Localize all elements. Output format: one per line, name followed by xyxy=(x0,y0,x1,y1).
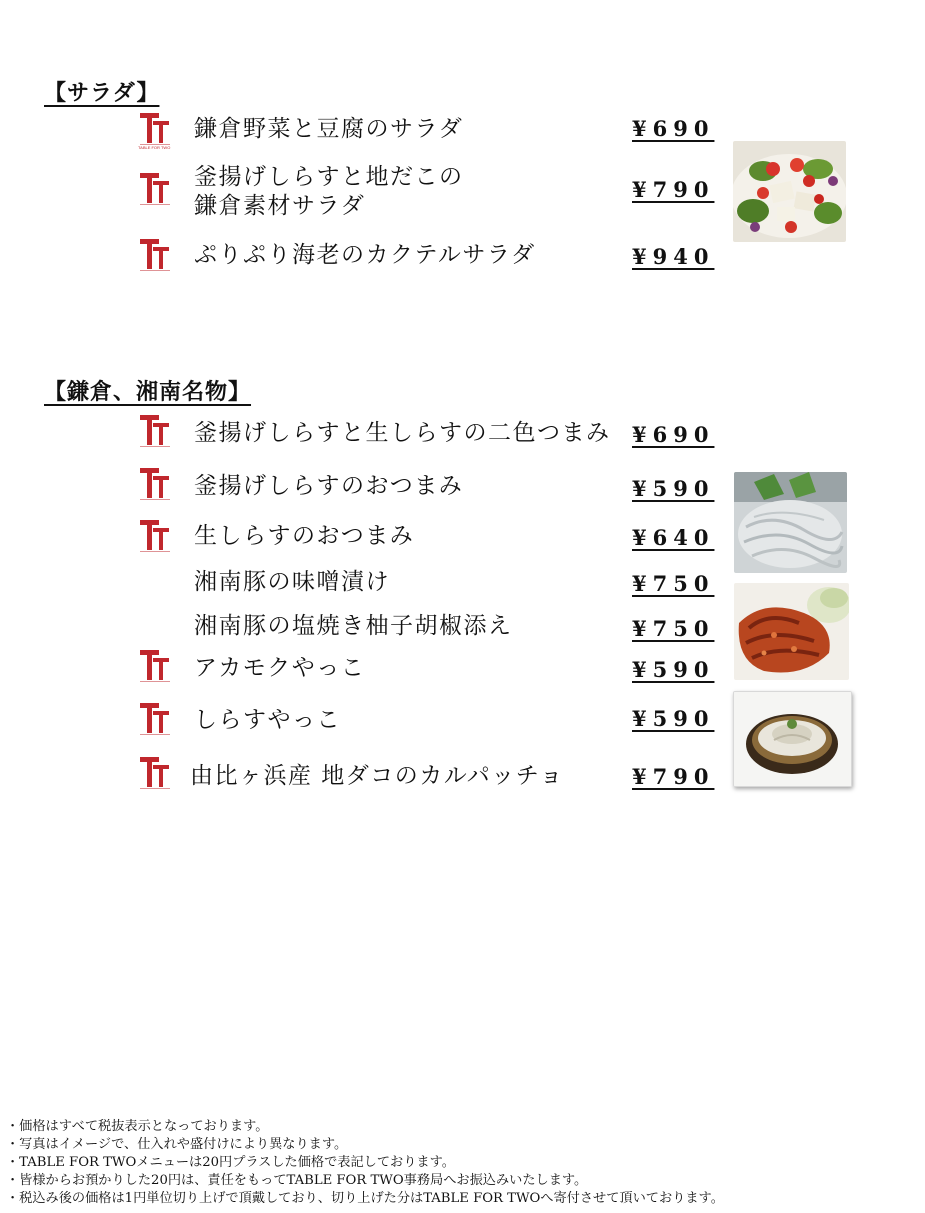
section-title-kamakura-shonan: 【鎌倉、湘南名物】 xyxy=(44,379,252,405)
menu-item-price: ¥590 xyxy=(632,476,715,501)
menu-item-name: ぷりぷり海老のカクテルサラダ xyxy=(194,242,536,268)
table-for-two-logo-icon xyxy=(138,170,172,212)
menu-item-price: ¥790 xyxy=(632,764,715,789)
table-for-two-logo-icon xyxy=(138,465,172,507)
menu-item-price: ¥590 xyxy=(632,706,715,731)
logo-text: TABLE FOR TWO xyxy=(138,145,171,150)
note-line: ・価格はすべて税抜表示となっております。 xyxy=(6,1119,269,1134)
section-title-salad: 【サラダ】 xyxy=(44,80,160,106)
menu-item-price: ¥590 xyxy=(632,657,715,682)
grilled-pork-photo xyxy=(734,583,849,680)
menu-item-name: しらすやっこ xyxy=(194,707,341,733)
table-for-two-logo-icon xyxy=(138,647,172,689)
table-for-two-logo-icon xyxy=(138,236,172,278)
menu-item-name: 生しらすのおつまみ xyxy=(194,523,415,549)
whitebait-photo xyxy=(734,472,847,573)
menu-item-name: 湘南豚の味噌漬け xyxy=(194,569,390,595)
menu-item-name: アカモクやっこ xyxy=(194,655,366,681)
table-for-two-logo-icon xyxy=(138,700,172,742)
table-for-two-logo-icon xyxy=(138,754,172,796)
menu-item-name: 釜揚げしらすと地だこの 鎌倉素材サラダ xyxy=(194,164,464,219)
salad-photo xyxy=(733,141,846,242)
menu-item-name: 由比ヶ浜産 地ダコのカルパッチョ xyxy=(190,763,565,789)
menu-item-price: ¥690 xyxy=(632,116,715,141)
menu-item-price: ¥750 xyxy=(632,571,715,596)
note-line: ・写真はイメージで、仕入れや盛付けにより異なります。 xyxy=(6,1137,348,1152)
note-line: ・税込み後の価格は1円単位切り上げで頂戴しており、切り上げた分はTABLE FOR TWOへ寄付させて頂いております。 xyxy=(6,1191,724,1206)
menu-item-price: ¥690 xyxy=(632,422,715,447)
menu-item-price: ¥750 xyxy=(632,616,715,641)
menu-item-price: ¥940 xyxy=(632,244,715,269)
menu-item-price: ¥790 xyxy=(632,177,715,202)
menu-item-price: ¥640 xyxy=(632,525,715,550)
menu-item-name: 釜揚げしらすのおつまみ xyxy=(194,473,464,499)
table-for-two-logo-icon xyxy=(138,517,172,559)
note-line: ・皆様からお預かりした20円は、責任をもってTABLE FOR TWO事務局へお振込みいたします。 xyxy=(6,1173,588,1188)
menu-item-name: 湘南豚の塩焼き柚子胡椒添え xyxy=(194,613,513,639)
footer-notes xyxy=(6,1118,724,1208)
menu-item-name: 釜揚げしらすと生しらすの二色つまみ xyxy=(194,420,611,446)
tofu-bowl-photo xyxy=(733,691,852,787)
note-line: ・TABLE FOR TWOメニューは20円プラスした価格で表記しております。 xyxy=(6,1155,455,1170)
table-for-two-logo-icon xyxy=(138,412,172,454)
menu-item-name: 鎌倉野菜と豆腐のサラダ xyxy=(194,116,464,142)
